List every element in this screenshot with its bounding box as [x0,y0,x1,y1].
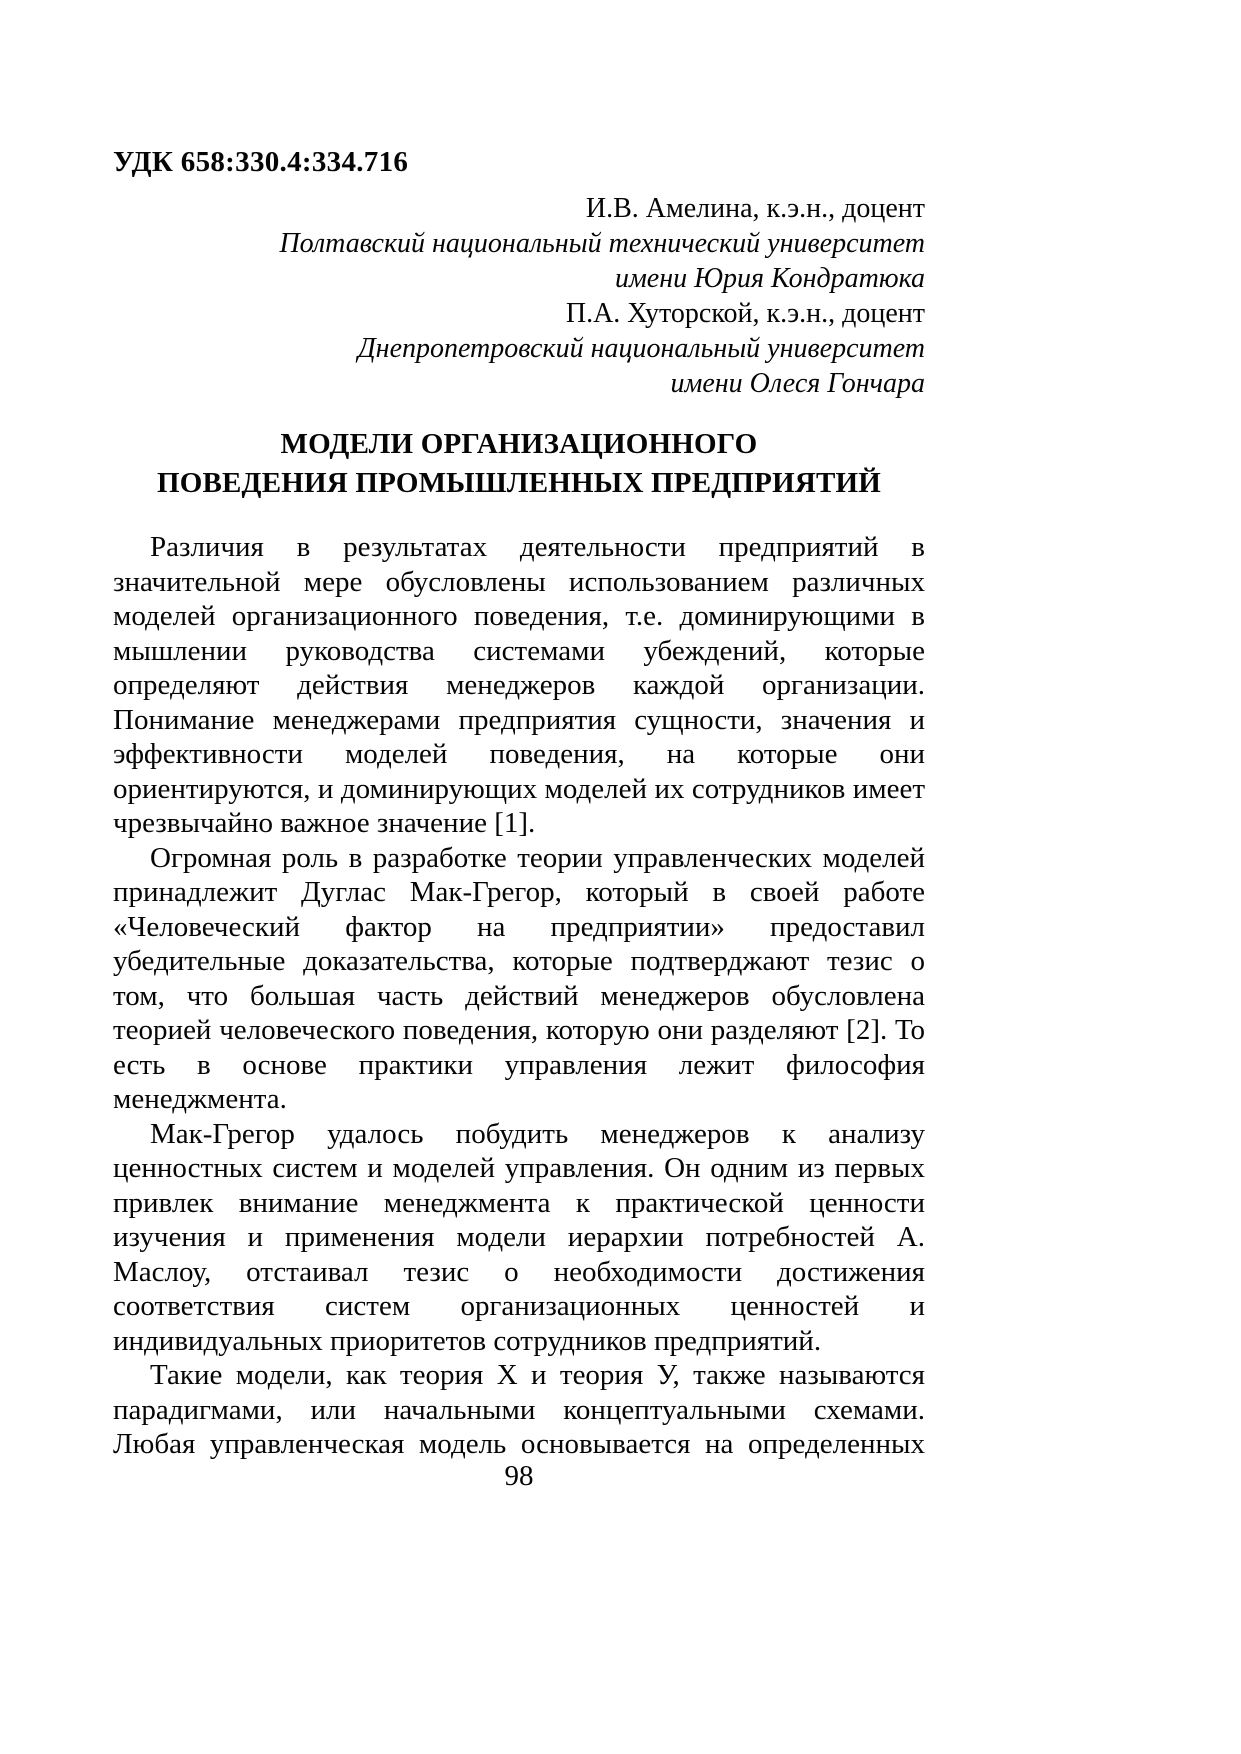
author-2-affiliation-line-1: Днепропетровский национальный университет [357,333,925,364]
paragraph-1: Различия в результатах деятельности предприятий в значительной мере обусловлены использованием различных моделей организационного поведения, т.е. доминирующими в мышлении руководства системами убеждений, которые определяют действия менеджеров каждой организации. Понимание менеджерами предприятия сущности, значения и эффективности моделей поведения, на которые они ориентируются, и доминирующих моделей их сотрудников имеет чрезвычайно важное значение [1]. [113,531,925,839]
paragraph-3: Мак-Грегор удалось побудить менеджеров к анализу ценностных систем и моделей управления. Он одним из первых привлек внимание менеджмента к практической ценности изучения и применения модели иерархии потребностей А. Маслоу, отстаивал тезис о необходимости достижения соответствия систем организационных ценностей и индивидуальных приоритетов сотрудников предприятий. [113,1117,925,1357]
article-body [113,530,925,1462]
author-block [113,191,925,401]
author-1-affiliation-line-2: имени Юрия Кондратюка [614,263,925,294]
article-title-line-1: МОДЕЛИ ОРГАНИЗАЦИОННОГО [280,428,758,460]
paragraph-4: Такие модели, как теория Х и теория У, также называются парадигмами, или начальными концептуальными схемами. Любая управленческая модель основывается на определенных [113,1359,925,1460]
author-name-2: П.А. Хуторской, к.э.н., доцент [565,298,925,329]
page-number: 98 [504,1460,534,1492]
author-2-affiliation-line-2: имени Олеся Гончара [670,368,925,399]
page-content [113,146,925,1462]
udc-code: УДК 658:330.4:334.716 [113,146,409,178]
author-name-1: И.В. Амелина, к.э.н., доцент [585,193,925,224]
article-title-line-2: ПОВЕДЕНИЯ ПРОМЫШЛЕННЫХ ПРЕДПРИЯТИЙ [156,467,882,499]
author-1-affiliation-line-1: Полтавский национальный технический университет [279,228,925,259]
article-title [113,425,925,503]
paragraph-2: Огромная роль в разработке теории управленческих моделей принадлежит Дуглас Мак-Грегор, который в своей работе «Человеческий фактор на предприятии» предоставил убедительные доказательства, которые подтверджают тезис о том, что большая часть действий менеджеров обусловлена теорией человеческого поведения, которую они разделяют [2]. То есть в основе практики управления лежит философия менеджмента. [113,841,925,1115]
